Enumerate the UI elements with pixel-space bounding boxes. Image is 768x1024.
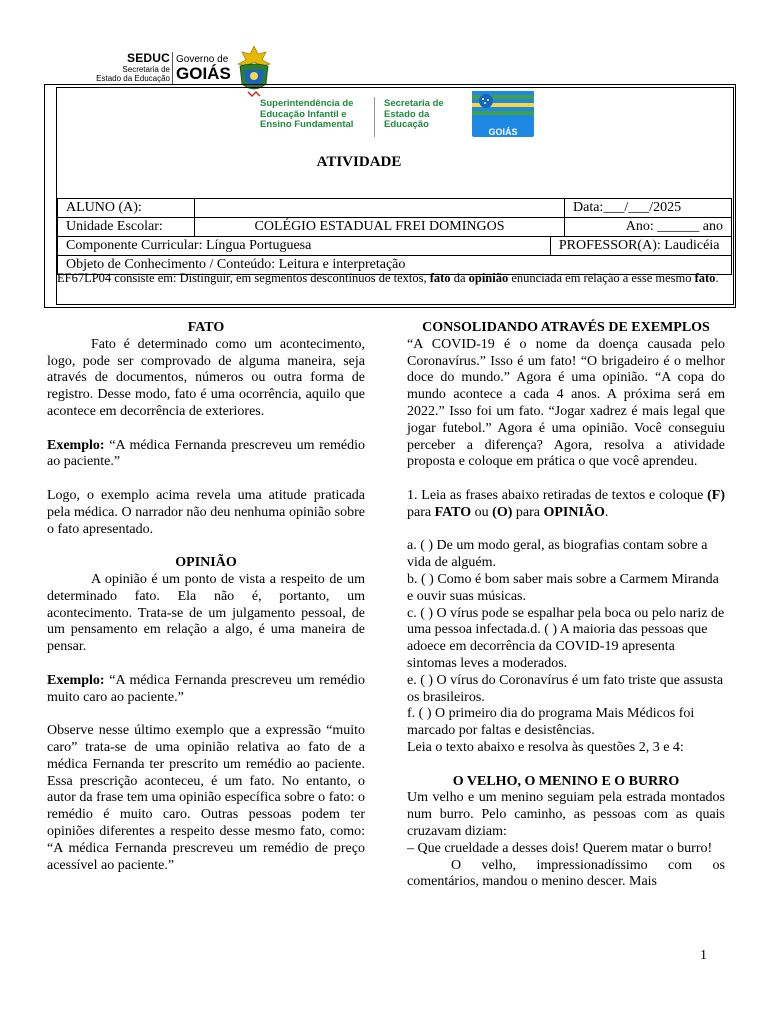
sec-line3: Educação	[384, 119, 429, 130]
objeto-conhecimento: Objeto de Conhecimento / Conteúdo: Leitura e interpretação	[58, 256, 732, 275]
example-2-label: Exemplo:	[47, 672, 105, 688]
leia-instruction: Leia o texto abaixo e resolva às questões 2, 3 e 4:	[407, 739, 684, 755]
story-title: O VELHO, O MENINO E O BURRO	[452, 773, 680, 789]
q1-opiniao: OPINIÃO	[543, 504, 605, 520]
q1-text: 1. Leia as frases abaixo retiradas de textos e coloque	[407, 487, 708, 503]
page-number: 1	[700, 948, 707, 963]
professor: PROFESSOR(A): Laudicéia	[550, 237, 731, 256]
aluno-field[interactable]	[195, 199, 565, 218]
q1-period: .	[604, 504, 609, 520]
item-c[interactable]: c. ( ) O vírus pode se espalhar pela boca ou pelo nariz de uma pessoa infectada.d. ( ) A maioria das pessoas que adoece em decorrência da COVID-19 apresenta sintomas leves a moderados.	[407, 605, 725, 671]
skill-period: .	[715, 271, 719, 285]
example-2	[47, 673, 365, 707]
opiniao-heading: OPINIÃO	[175, 555, 237, 571]
fato-heading: FATO	[187, 320, 225, 335]
governo-goias-logo	[176, 54, 231, 83]
skill-description	[57, 271, 732, 286]
superintendencia-logo	[260, 97, 532, 139]
item-e[interactable]: e. ( ) O vírus do Coronavírus é um fato triste que assusta os brasileiros.	[407, 672, 724, 705]
sup-divider	[374, 97, 375, 137]
q1-f: (F)	[707, 487, 725, 503]
story-paragraph-2: – Que crueldade a desses dois! Querem matar o burro!	[407, 840, 713, 856]
seduc-sub1: Secretaria de	[122, 65, 170, 74]
seduc-logo	[86, 52, 170, 83]
opiniao-paragraph: A opinião é um ponto de vista a respeito de um determinado fato. Ela não é, portanto, um acontecimento. Trata-se de um julgamento pessoal, de um pensamento em relação a algo, é uma maneira de pensar.	[47, 571, 365, 655]
colegio-name: COLÉGIO ESTADUAL FREI DOMINGOS	[195, 218, 565, 237]
skill-text-2: da	[450, 271, 469, 285]
consolidando-heading: CONSOLIDANDO ATRAVÉS DE EXEMPLOS	[422, 320, 710, 335]
example-2-text: “A médica Fernanda prescreveu um remédio muito caro ao paciente.”	[47, 672, 365, 705]
q1-text-2: para	[407, 504, 435, 520]
governo-label: Governo de	[176, 54, 229, 65]
unidade-label: Unidade Escolar:	[58, 218, 195, 237]
question-1	[407, 488, 725, 522]
example-1-text: “A médica Fernanda prescreveu um remédio ao paciente.”	[47, 437, 365, 470]
q1-text-3: ou	[471, 504, 493, 520]
sec-line1: Secretaria de	[384, 98, 444, 109]
story-paragraph-1: Um velho e um menino seguiam pela estrada montados num burro. Pelo caminho, as pessoas com as quais cruzavam diziam:	[407, 790, 725, 839]
data-field[interactable]: Data:___/___/2025	[565, 199, 732, 218]
goias-flag-icon	[472, 91, 534, 121]
left-column	[47, 320, 365, 874]
page-title: ATIVIDADE	[316, 154, 402, 170]
goias-label: GOIÁS	[176, 64, 231, 83]
fato-paragraph: Fato é determinado como um acontecimento, logo, pode ser comprovado de alguma maneira, seja através de documentos, números ou outra forma de registro. Desse modo, fato é uma ocorrência, aquilo que acontece em decorrência de exteriores.	[47, 336, 365, 419]
q1-fato: FATO	[434, 504, 472, 520]
q1-text-4: para	[512, 504, 544, 520]
goias-badge	[472, 91, 534, 137]
item-a[interactable]: a. ( ) De um modo geral, as biografias contam sobre a vida de alguém.	[407, 538, 708, 571]
sup-line3: Ensino Fundamental	[260, 119, 354, 130]
example-1	[47, 438, 365, 472]
sec-line2: Estado da	[384, 108, 430, 120]
skill-text: EF67LP04 consiste em: Distinguir, em segmentos descontínuos de textos,	[57, 271, 430, 285]
item-f[interactable]: f. ( ) O primeiro dia do programa Mais Médicos foi marcado por faltas e desistências.	[407, 706, 695, 739]
right-column	[407, 320, 725, 891]
logo-divider	[172, 52, 173, 84]
observe-paragraph: Observe nesse último exemplo que a expressão “muito caro” trata-se de uma opinião relativa ao fato de a médica Fernanda ter prescrito um remédio ao paciente. Essa prescrição aconteceu, é um fato. No entanto, o autor da frase tem uma opinião específica sobre o fato: o remédio é muito caro. Outras pessoas podem ter opiniões diferentes a respeito desse mesmo fato, como: “A médica Fernanda prescreveu um remédio de preço acessível ao paciente.”	[47, 723, 365, 873]
sup-line1: Superintendência de	[260, 98, 354, 109]
example-1-label: Exemplo:	[47, 437, 105, 453]
sup-line2: Educação Infantil e	[260, 108, 347, 120]
aluno-label: ALUNO (A):	[58, 199, 195, 218]
logo-paragraph: Logo, o exemplo acima revela uma atitude praticada pela médica. O narrador não deu nenhuma opinião sobre o fato apresentado.	[47, 487, 365, 537]
skill-opiniao: opinião	[468, 271, 509, 285]
seduc-sub2: Estado da Educação	[96, 74, 170, 83]
skill-fato: fato	[429, 271, 451, 285]
goias-badge-label: GOIÁS	[488, 127, 518, 137]
q1-o: (O)	[492, 504, 513, 520]
item-b[interactable]: b. ( ) Como é bom saber mais sobre a Carmem Miranda e ouvir suas músicas.	[407, 571, 719, 604]
intro-paragraph: “A COVID-19 é o nome da doença causada pelo Coronavírus.” Isso é um fato! “O brigadeiro é o melhor doce do mundo.” Agora é uma opinião. “A copa do mundo acontece a cada 4 anos. A próxima será em 2022.” Isso foi um fato. “Jogar xadrez é mais legal que jogar futebol.” Agora é uma opinião. Você conseguiu perceber a diferença? Agora, resolva a atividade proposta e coloque em prática o que você aprendeu.	[407, 336, 725, 470]
ano-field[interactable]: Ano: ______ ano	[565, 218, 732, 237]
skill-fato-2: fato	[694, 271, 716, 285]
componente-curricular: Componente Curricular: Língua Portuguesa	[58, 237, 551, 256]
seduc-name: SEDUC	[126, 51, 170, 65]
skill-text-3: enunciada em relação a esse mesmo	[508, 271, 695, 285]
story-paragraph-3: O velho, impressionadíssimo com os comentários, mandou o menino descer. Mais	[407, 857, 725, 890]
student-info-table	[57, 198, 732, 275]
